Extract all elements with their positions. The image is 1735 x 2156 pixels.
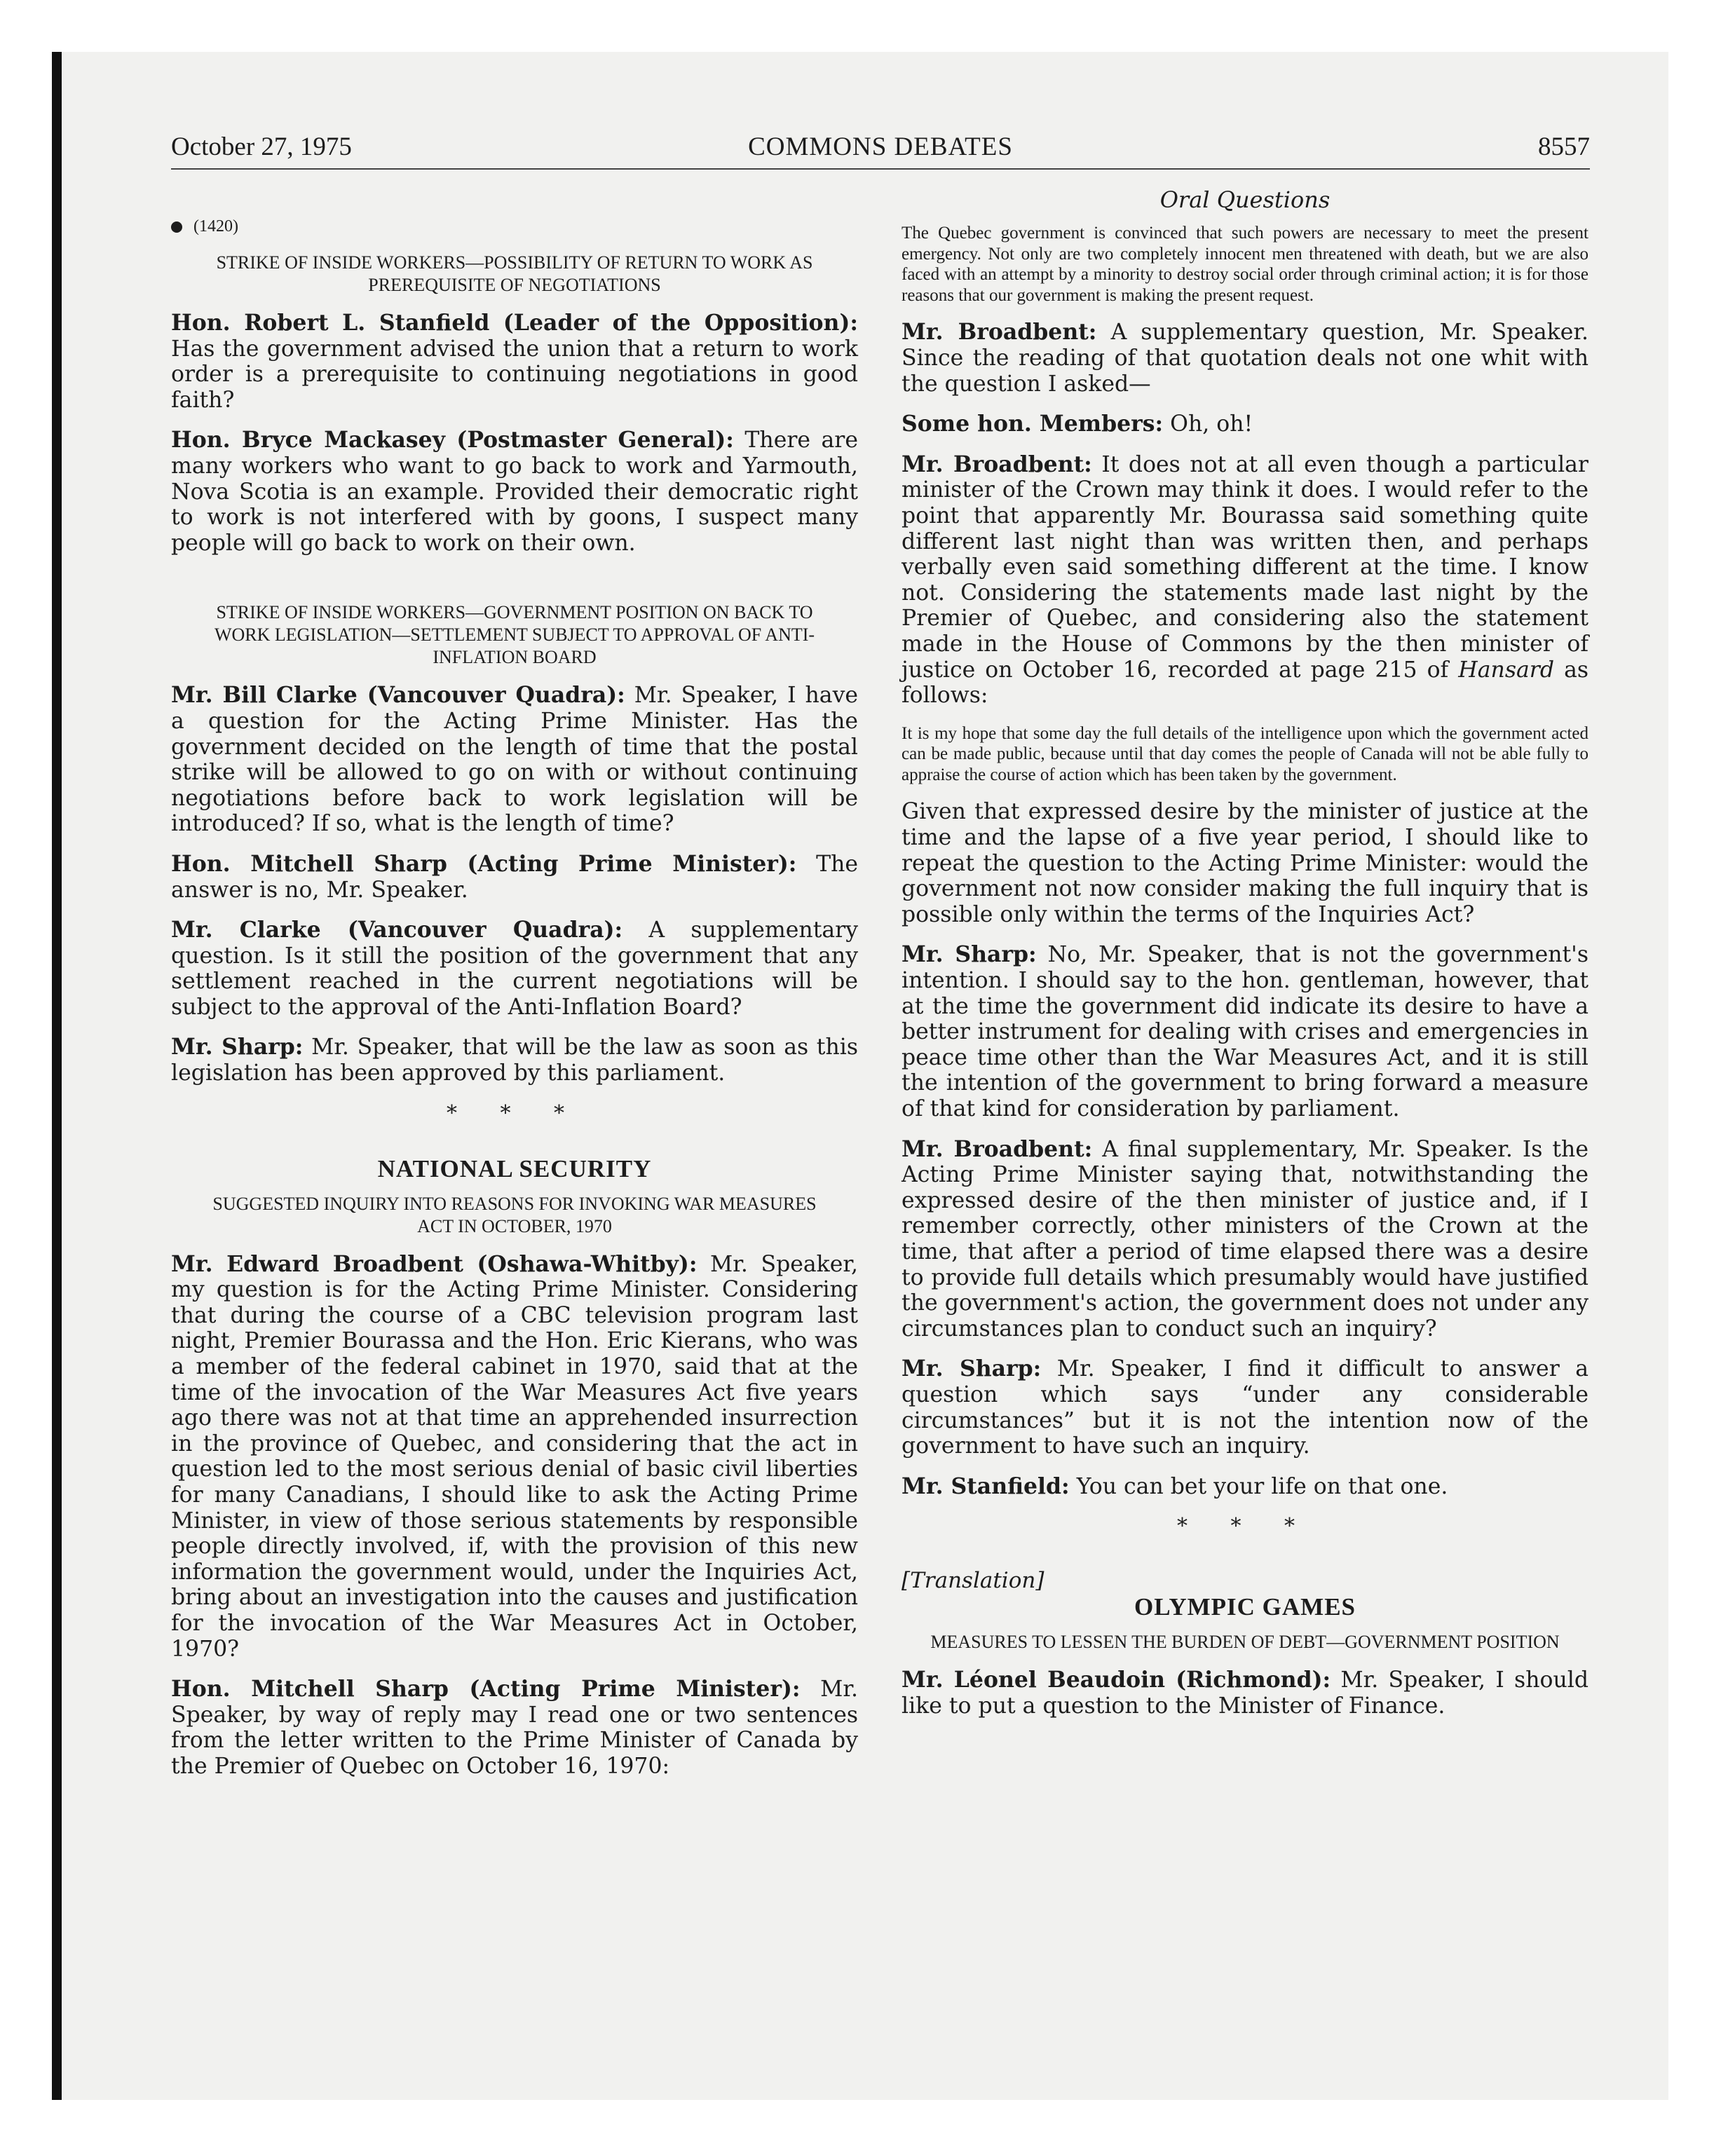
speech-text: Given that expressed desire by the minister of justice at the time and the lapse of a five year period, I should like to repeat the question to the Acting Prime Minister: would the government not now consider making the full inquiry that is possible only within the terms of the Inquiries Act? (901, 799, 1588, 927)
paragraph (171, 1252, 858, 1663)
speech-text: The answer is no, Mr. Speaker. (171, 851, 859, 903)
speech-text: Mr. Speaker, I find it difficult to answer a question which says “under any considerable circumstances” but it is not the intention now of the government to have such an inquiry. (901, 1356, 1588, 1459)
speech-text: You can bet your life on that one. (1076, 1473, 1448, 1499)
speech-text: Mr. Speaker, that will be the law as soon as this legislation has been approved by this parliament. (171, 1035, 858, 1086)
paragraph (171, 683, 858, 837)
section-heading: NATIONAL SECURITY (377, 1154, 652, 1182)
speech-text: A supplementary question. Is it still the position of the government that any settlement reached in the current negotiations will be subject to the approval of the Anti-Inflation Board? (171, 917, 859, 1020)
speaker-name: Mr. Broadbent: (901, 1135, 1093, 1162)
speech-text: Mr. Speaker, I have a question for the Acting Prime Minister. Has the government decided on the length of time that the postal strike will be allowed to go on with or without continuing negotiations before back to work legislation will be introduced? If so, what is the length of time? (171, 683, 859, 837)
speech-text: It does not at all even though a particular minister of the Crown may think it does. I would refer to the point that apparently Mr. Bourassa said something quite different last night than was written then, and perhaps verbally even said something different at the time. I know not. Considering the statements made last night by the Premier of Quebec, and considering also the statement made in the House of Commons by the then minister of justice on October 16, recorded at page 215 of (901, 451, 1588, 683)
subheading: STRIKE OF INSIDE WORKERS—POSSIBILITY OF RETURN TO WORK AS PREREQUISITE OF NEGOTIATIONS (216, 252, 813, 295)
speech-text: No, Mr. Speaker, that is not the government's intention. I should say to the hon. gentleman, however, that at the time the government did indicate its desire to have a better instrument for dealing with crises and emergencies in peace time other than the War Measures Act, and it is still the intention of the government to bring forward a measure of that kind for consideration by parliament. (901, 942, 1588, 1121)
speech-text: Mr. Speaker, by way of reply may I read one or two sentences from the letter written to the Prime Minister of Canada by the Premier of Quebec on October 16, 1970: (171, 1677, 858, 1779)
section-heading: OLYMPIC GAMES (1134, 1593, 1356, 1621)
timestamp (171, 217, 858, 236)
paragraph (901, 942, 1588, 1121)
speech-text: Mr. Speaker, my question is for the Acting Prime Minister. Considering that during the course of a CBC television program last night, Premier Bourassa and the Hon. Eric Kierans, who was a member of the federal cabinet in 1970, said that at the time of the invocation of the War Measures Act five years ago there was not at that time an apprehended insurrection in the province of Quebec, and considering that the act in question led to the most serious denial of basic civil liberties for many Canadians, I should like to ask the Acting Prime Minister, in view of those serious statements by responsible people directly involved, if, with the provision of this new information the government would, under the Inquiries Act, bring about an investigation into the causes and justification for the invocation of the War Measures Act in October, 1970? (171, 1251, 859, 1662)
paragraph (901, 1474, 1588, 1500)
speaker-name: Mr. Sharp: (901, 1356, 1042, 1382)
speaker-name: Mr. Broadbent: (901, 319, 1097, 346)
paragraph (901, 411, 1588, 437)
paragraph (171, 311, 858, 413)
speaker-name: Hon. Mitchell Sharp (Acting Prime Minister): (171, 850, 797, 877)
block-quote: It is my hope that some day the full details of the intelligence upon which the government acted can be made public, because until that day comes the people of Canada will not be able fully to appraise the course of action which has been taken by the government. (901, 723, 1588, 784)
speech-text: A final supplementary, Mr. Speaker. Is the Acting Prime Minister saying that, notwithstanding the expressed desire of the then minister of justice and, if I remember correctly, other ministers of the Crown at the time, that after a period of time elapsed there was a desire to provide full details which presumably would have justified the government's action, the government does not under any circumstances plan to conduct such an inquiry? (901, 1136, 1588, 1342)
speaker-name: Hon. Bryce Mackasey (Postmaster General): (171, 427, 734, 453)
paragraph (171, 917, 858, 1020)
page-number: 8557 (1538, 132, 1590, 161)
binding-edge (52, 52, 62, 2100)
speech-text: A supplementary question, Mr. Speaker. Since the reading of that quotation deals not one whit with the question I asked— (901, 320, 1589, 397)
speaker-name: Hon. Robert L. Stanfield (Leader of the Opposition): (171, 310, 858, 336)
paragraph (171, 852, 858, 903)
header-title: COMMONS DEBATES (748, 132, 1013, 161)
left-column (171, 186, 858, 1794)
speaker-name: Hon. Mitchell Sharp (Acting Prime Minister): (171, 1676, 801, 1703)
publication-name: Hansard (1458, 657, 1554, 683)
speech-text: There are many workers who want to go back to work and Yarmouth, Nova Scotia is an example. Provided their democratic right to work is not interfered with by goons, I suspect many people will go back to work on their own. (171, 428, 858, 556)
paragraph (901, 1667, 1588, 1719)
speech-text: Has the government advised the union that a return to work order is a prerequisite to continuing negotiations in good faith? (171, 336, 858, 413)
paragraph (171, 1035, 858, 1086)
right-column (901, 186, 1588, 1734)
speaker-name: Mr. Stanfield: (901, 1473, 1070, 1499)
speech-text: Oh, oh! (1170, 411, 1253, 437)
subheading: STRIKE OF INSIDE WORKERS—GOVERNMENT POSITION ON BACK TO WORK LEGISLATION—SETTLEMENT SUBJECT TO APPROVAL OF ANTI-INFLATION BOARD (214, 602, 815, 668)
paragraph (171, 428, 858, 556)
paragraph (901, 452, 1588, 709)
speaker-name: Mr. Sharp: (171, 1034, 304, 1060)
paragraph (901, 799, 1588, 927)
speaker-name: Mr. Broadbent: (901, 451, 1092, 477)
timestamp-text: (1420) (193, 217, 238, 236)
subheading: MEASURES TO LESSEN THE BURDEN OF DEBT—GOVERNMENT POSITION (930, 1632, 1560, 1653)
running-head (171, 132, 1590, 170)
section-separator: * * * (446, 1100, 583, 1126)
paragraph (171, 1677, 858, 1779)
paragraph (901, 1137, 1588, 1342)
paragraph (901, 1356, 1588, 1459)
subheading: SUGGESTED INQUIRY INTO REASONS FOR INVOKING WAR MEASURES ACT IN OCTOBER, 1970 (212, 1193, 817, 1236)
speaker-name: Mr. Sharp: (901, 941, 1037, 968)
section-separator: * * * (1176, 1514, 1314, 1539)
section-label: Oral Questions (1159, 186, 1331, 213)
header-date: October 27, 1975 (171, 132, 352, 161)
bullet-icon (171, 221, 182, 233)
speaker-name: Mr. Edward Broadbent (Oshawa-Whitby): (171, 1250, 698, 1277)
translation-note: [Translation] (901, 1568, 1045, 1594)
speaker-name: Some hon. Members: (901, 411, 1164, 437)
block-quote: The Quebec government is convinced that such powers are necessary to meet the present emergency. Not only are two completely innocent men threatened with death, but we are also faced with an attempt by a minority to destroy social order through criminal action; it is for those reasons that our government is making the present request. (901, 224, 1588, 305)
speaker-name: Mr. Clarke (Vancouver Quadra): (171, 917, 623, 943)
speaker-name: Mr. Léonel Beaudoin (Richmond): (901, 1667, 1331, 1693)
speaker-name: Mr. Bill Clarke (Vancouver Quadra): (171, 682, 625, 709)
speech-text: as follows: (901, 657, 1589, 709)
paragraph (901, 320, 1588, 397)
speech-text: Mr. Speaker, I should like to put a question to the Minister of Finance. (901, 1667, 1588, 1719)
